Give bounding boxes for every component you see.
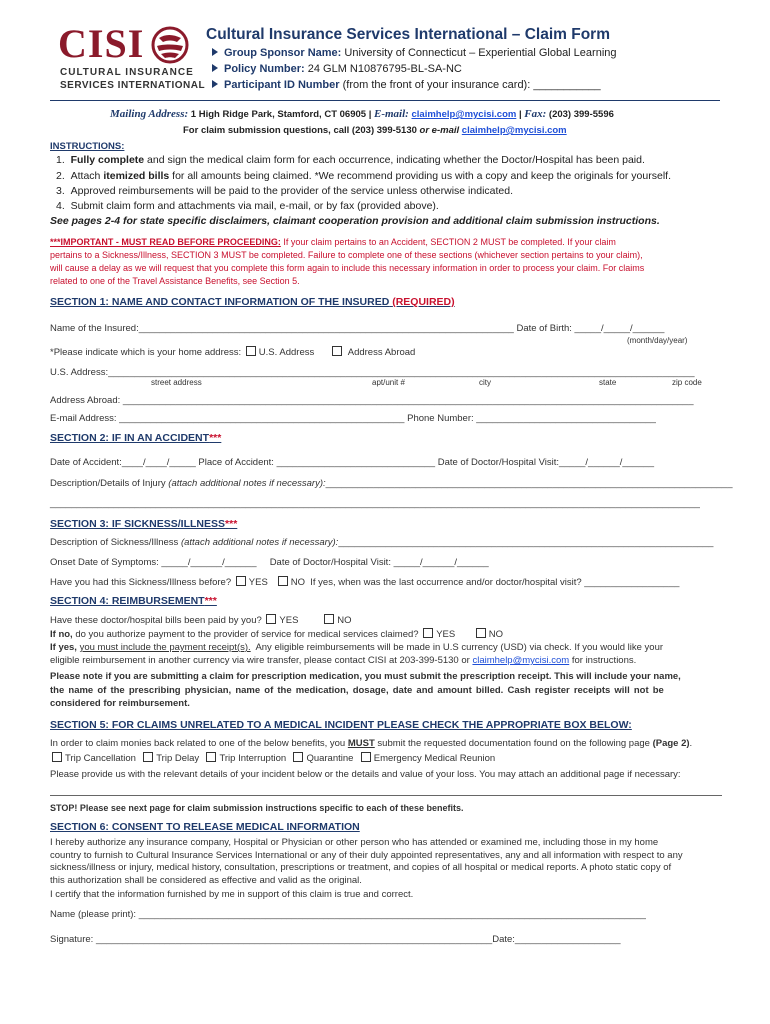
us-address-checkbox[interactable] bbox=[246, 346, 256, 356]
option-label: NO bbox=[337, 615, 352, 626]
blank: _____________________________________________________________________________ bbox=[325, 478, 733, 489]
must: MUST bbox=[347, 738, 375, 749]
question-text: Have these doctor/hospital bills been paid by you? bbox=[50, 615, 262, 626]
sub-city: city bbox=[479, 378, 491, 387]
if-yes-line-2 bbox=[50, 655, 636, 666]
instruction-3 bbox=[56, 185, 513, 197]
consent-line: sickness/illness or injury, medical history, consultation, prescriptions or treatment, and copies of all hospital or medical reports. A photo static copy of bbox=[50, 862, 672, 873]
trip-interruption-checkbox[interactable] bbox=[206, 752, 216, 762]
text: and sign the medical claim form for each occurrence, indicating whether the Doctor/Hospital has been paid. bbox=[147, 154, 645, 166]
section-6-heading: SECTION 6: CONSENT TO RELEASE MEDICAL INFORMATION bbox=[50, 821, 360, 833]
sponsor-line bbox=[212, 47, 617, 59]
us-address-field[interactable]: U.S. Address:_______________________________________________________________________________________________________________ bbox=[50, 367, 695, 378]
text: for instructions. bbox=[571, 655, 637, 666]
if-no: If no, bbox=[50, 629, 73, 640]
rx-note-2: the name of the prescribing physician, name of the medication, dosage, date and amount billed. Cash register receipts will not be bbox=[50, 685, 664, 696]
email-phone-field[interactable]: E-mail Address: ______________________________________________________ Phone Number: __________________________________ bbox=[50, 413, 656, 424]
if-yes-line bbox=[50, 642, 663, 653]
rx-note-1: Please note if you are submitting a claim for prescription medication, you must submit the prescription receipt. This will include your name, bbox=[50, 671, 681, 682]
section-5-heading: SECTION 5: FOR CLAIMS UNRELATED TO A MEDICAL INCIDENT PLEASE CHECK THE APPROPRIATE BOX BELOW: bbox=[50, 719, 632, 731]
questions-line bbox=[183, 125, 567, 136]
question-text: *Please indicate which is your home address: bbox=[50, 347, 242, 358]
num: 4. bbox=[56, 200, 65, 212]
instructions-heading: INSTRUCTIONS: bbox=[50, 141, 125, 152]
fax-sep: | bbox=[518, 109, 522, 120]
required-tag: (REQUIRED) bbox=[392, 296, 455, 308]
paid-yes-checkbox[interactable] bbox=[266, 614, 276, 624]
incident-details-field[interactable] bbox=[50, 795, 722, 796]
consent-line: this authorization shall be considered as effective and valid as the original. bbox=[50, 874, 362, 886]
sickness-no-checkbox[interactable] bbox=[278, 576, 288, 586]
mailing-address: 1 High Ridge Park, Stamford, CT 06905 | bbox=[190, 109, 372, 120]
hint: (attach additional notes if necessary): bbox=[168, 478, 326, 489]
participant-line bbox=[212, 79, 601, 91]
mailing-email-link[interactable]: claimhelp@mycisi.com bbox=[411, 109, 517, 120]
quarantine-checkbox[interactable] bbox=[293, 752, 303, 762]
option-label: NO bbox=[488, 629, 503, 640]
logo-line1: CULTURAL INSURANCE bbox=[60, 67, 194, 78]
sickness-description-field[interactable] bbox=[50, 537, 713, 548]
or-email: or e-mail bbox=[419, 125, 460, 136]
policy-line bbox=[212, 63, 462, 75]
label: Description of Sickness/Illness bbox=[50, 537, 179, 548]
arrow-icon bbox=[212, 64, 218, 72]
mailing-label: Mailing Address: bbox=[110, 108, 189, 120]
stars: *** bbox=[225, 518, 238, 530]
important-text: related to one of the Travel Assistance Benefits, see Section 5. bbox=[50, 276, 300, 286]
trip-delay-checkbox[interactable] bbox=[143, 752, 153, 762]
home-address-question bbox=[50, 346, 415, 358]
arrow-icon bbox=[212, 48, 218, 56]
bold: itemized bills bbox=[103, 170, 170, 182]
mailing-line bbox=[110, 108, 614, 120]
instruction-4 bbox=[56, 200, 439, 212]
option-label: Trip Cancellation bbox=[65, 753, 136, 764]
option-label: NO bbox=[290, 577, 305, 588]
arrow-icon bbox=[212, 80, 218, 88]
policy-value: 24 GLM N10876795-BL-SA-NC bbox=[307, 63, 462, 75]
heading-text: SECTION 1: NAME AND CONTACT INFORMATION OF THE INSURED bbox=[50, 296, 390, 308]
important-text: will cause a delay as we will request that you complete this form again to include this necessary information in order to process your claim. For claims bbox=[50, 263, 645, 273]
option-label: YES bbox=[248, 577, 268, 588]
sickness-yes-checkbox[interactable] bbox=[236, 576, 246, 586]
header-divider bbox=[50, 100, 720, 101]
option-label: Trip Delay bbox=[156, 753, 200, 764]
section-1-heading bbox=[50, 296, 455, 308]
heading-text: SECTION 3: IF SICKNESS/ILLNESS bbox=[50, 518, 226, 530]
if-yes: If yes, bbox=[50, 642, 77, 653]
important-text: pertains to a Sickness/Illness, SECTION 3 MUST be completed. Failure to complete one of these sections (whichever section pertains to your claim), bbox=[50, 250, 643, 260]
instruction-2 bbox=[56, 170, 671, 182]
sub-state: state bbox=[599, 378, 617, 387]
heading-text: SECTION 4: REIMBURSEMENT bbox=[50, 595, 205, 607]
text: Approved reimbursements will be paid to the provider of the service unless otherwise indicated. bbox=[70, 185, 514, 197]
option-label: Address Abroad bbox=[347, 347, 416, 358]
num: 1. bbox=[56, 154, 65, 166]
fax-number: (203) 399-5596 bbox=[548, 109, 614, 120]
section-2-heading bbox=[50, 432, 221, 444]
question-text: do you authorize payment to the provider of service for medical services claimed? bbox=[75, 629, 419, 640]
must-include: you must include the payment receipt(s). bbox=[79, 642, 251, 653]
section-3-heading bbox=[50, 518, 237, 530]
section-5-intro bbox=[50, 738, 692, 749]
logo-line2: SERVICES INTERNATIONAL bbox=[60, 80, 206, 91]
text: submit the requested documentation found on the following page bbox=[377, 738, 650, 749]
blank: _______________________________________________________________________ bbox=[338, 537, 714, 548]
period: . bbox=[689, 738, 693, 749]
accident-dates-field[interactable]: Date of Accident:____/____/_____ Place of Accident: ______________________________ Date of Doctor/Hospital Visit:_____/______/______ bbox=[50, 457, 655, 468]
participant-label: Participant ID Number bbox=[224, 79, 340, 91]
option-label: Trip Interruption bbox=[219, 753, 287, 764]
paid-no-checkbox[interactable] bbox=[324, 614, 334, 624]
important-text: If your claim pertains to an Accident, SECTION 2 MUST be completed. If your claim bbox=[283, 237, 616, 247]
option-label: Quarantine bbox=[306, 753, 354, 764]
participant-value: (from the front of your insurance card): bbox=[342, 79, 531, 91]
reimbursement-email-link[interactable]: claimhelp@mycisi.com bbox=[472, 655, 570, 666]
text: eligible reimbursement in another currency via wire transfer, please contact CISI at 203-399-5130 or bbox=[50, 655, 470, 666]
abroad-address-field[interactable]: Address Abroad: ____________________________________________________________________________________________________________ bbox=[50, 395, 694, 406]
participant-id-field[interactable]: ___________ bbox=[533, 79, 601, 91]
sub-apt: apt/unit # bbox=[372, 378, 405, 387]
section-4-heading bbox=[50, 595, 217, 607]
sponsor-label: Group Sponsor Name: bbox=[224, 47, 342, 59]
sponsor-value: University of Connecticut – Experiential Global Learning bbox=[344, 47, 617, 59]
authorize-yes-checkbox[interactable] bbox=[423, 628, 433, 638]
heading-text: SECTION 2: IF IN AN ACCIDENT bbox=[50, 432, 210, 444]
instruction-1 bbox=[56, 154, 645, 166]
authorize-payment-question bbox=[50, 628, 503, 640]
text: Submit claim form and attachments via mail, e-mail, or by fax (provided above). bbox=[70, 200, 439, 212]
form-title: Cultural Insurance Services International – Claim Form bbox=[206, 26, 610, 43]
stop-note: STOP! Please see next page for claim submission instructions specific to each of these benefits. bbox=[50, 803, 464, 813]
injury-description-field[interactable] bbox=[50, 478, 732, 489]
injury-description-line-2[interactable]: ___________________________________________________________________________________________________________________________ bbox=[50, 498, 700, 509]
sub-zip: zip code bbox=[672, 378, 702, 387]
print-name-field[interactable]: Name (please print): ________________________________________________________________________________________________ bbox=[50, 909, 646, 920]
incident-details-prompt: Please provide us with the relevant details of your incident below or the details and value of your loss. You may attach an additional page if necessary: bbox=[50, 769, 681, 780]
consent-paragraph bbox=[50, 837, 722, 887]
stars: *** bbox=[204, 595, 217, 607]
num: 3. bbox=[56, 185, 65, 197]
emergency-reunion-checkbox[interactable] bbox=[361, 752, 371, 762]
stars: *** bbox=[209, 432, 222, 444]
benefit-options bbox=[50, 752, 495, 764]
fax-label: Fax: bbox=[524, 108, 547, 120]
globe-icon bbox=[151, 26, 189, 64]
consent-line: country to furnish to Cultural Insurance Services International or any of their duly appointed representatives, any and all information with respect to any bbox=[50, 849, 683, 861]
insured-name-field[interactable]: Name of the Insured:_______________________________________________________________________ Date of Birth: _____/_____/______ bbox=[50, 323, 665, 334]
option-label: Emergency Medical Reunion bbox=[373, 753, 496, 764]
cisi-logo bbox=[58, 21, 206, 94]
bills-paid-question bbox=[50, 614, 351, 626]
option-label: YES bbox=[436, 629, 456, 640]
text: In order to claim monies back related to one of the below benefits, you bbox=[50, 738, 346, 749]
important-label: ***IMPORTANT - MUST READ BEFORE PROCEEDING: bbox=[50, 237, 281, 247]
last-occurrence-field[interactable]: If yes, when was the last occurrence and/or doctor/hospital visit? __________________ bbox=[310, 577, 680, 588]
bold: Fully complete bbox=[70, 154, 145, 166]
question-text: Have you had this Sickness/Illness before? bbox=[50, 577, 232, 588]
option-label: YES bbox=[279, 615, 299, 626]
signature-date-field[interactable]: Signature: ___________________________________________________________________________Date:____________________ bbox=[50, 934, 621, 945]
hint: (attach additional notes if necessary): bbox=[180, 537, 339, 548]
certify-statement: I certify that the information furnished by me in support of this claim is true and correct. bbox=[50, 889, 414, 900]
text: Attach bbox=[70, 170, 101, 182]
abroad-address-checkbox[interactable] bbox=[332, 346, 342, 356]
consent-line: I hereby authorize any insurance company, Hospital or Physician or other person who has attended or examined me, including those in my home bbox=[50, 837, 659, 848]
sub-street: street address bbox=[151, 378, 202, 387]
sickness-before-question bbox=[50, 576, 679, 588]
questions-email-link[interactable]: claimhelp@mycisi.com bbox=[461, 125, 567, 136]
text: Any eligible reimbursements will be made in U.S currency (USD) via check. If you would like your bbox=[255, 642, 664, 653]
onset-dates-field[interactable]: Onset Date of Symptoms: _____/______/______ Date of Doctor/Hospital Visit: _____/______/______ bbox=[50, 557, 489, 568]
dob-hint: (month/day/year) bbox=[627, 336, 688, 345]
text: for all amounts being claimed. *We recommend providing us with a copy and keep the originals for yourself. bbox=[172, 170, 671, 182]
important-block bbox=[50, 236, 722, 288]
policy-label: Policy Number: bbox=[224, 63, 305, 75]
logo-brand: CISI bbox=[58, 21, 145, 66]
questions-text: For claim submission questions, call (203) 399-5130 bbox=[183, 125, 417, 136]
see-pages-note: See pages 2-4 for state specific disclaimers, claimant cooperation provision and additional claim submission instructions. bbox=[50, 215, 660, 227]
email-label: E-mail: bbox=[374, 108, 409, 120]
option-label: U.S. Address bbox=[258, 347, 315, 358]
authorize-no-checkbox[interactable] bbox=[476, 628, 486, 638]
num: 2. bbox=[56, 170, 65, 182]
label: Description/Details of Injury bbox=[50, 478, 166, 489]
rx-note-3: considered for reimbursement. bbox=[50, 698, 190, 709]
page-ref: (Page 2) bbox=[652, 738, 690, 749]
trip-cancellation-checkbox[interactable] bbox=[52, 752, 62, 762]
